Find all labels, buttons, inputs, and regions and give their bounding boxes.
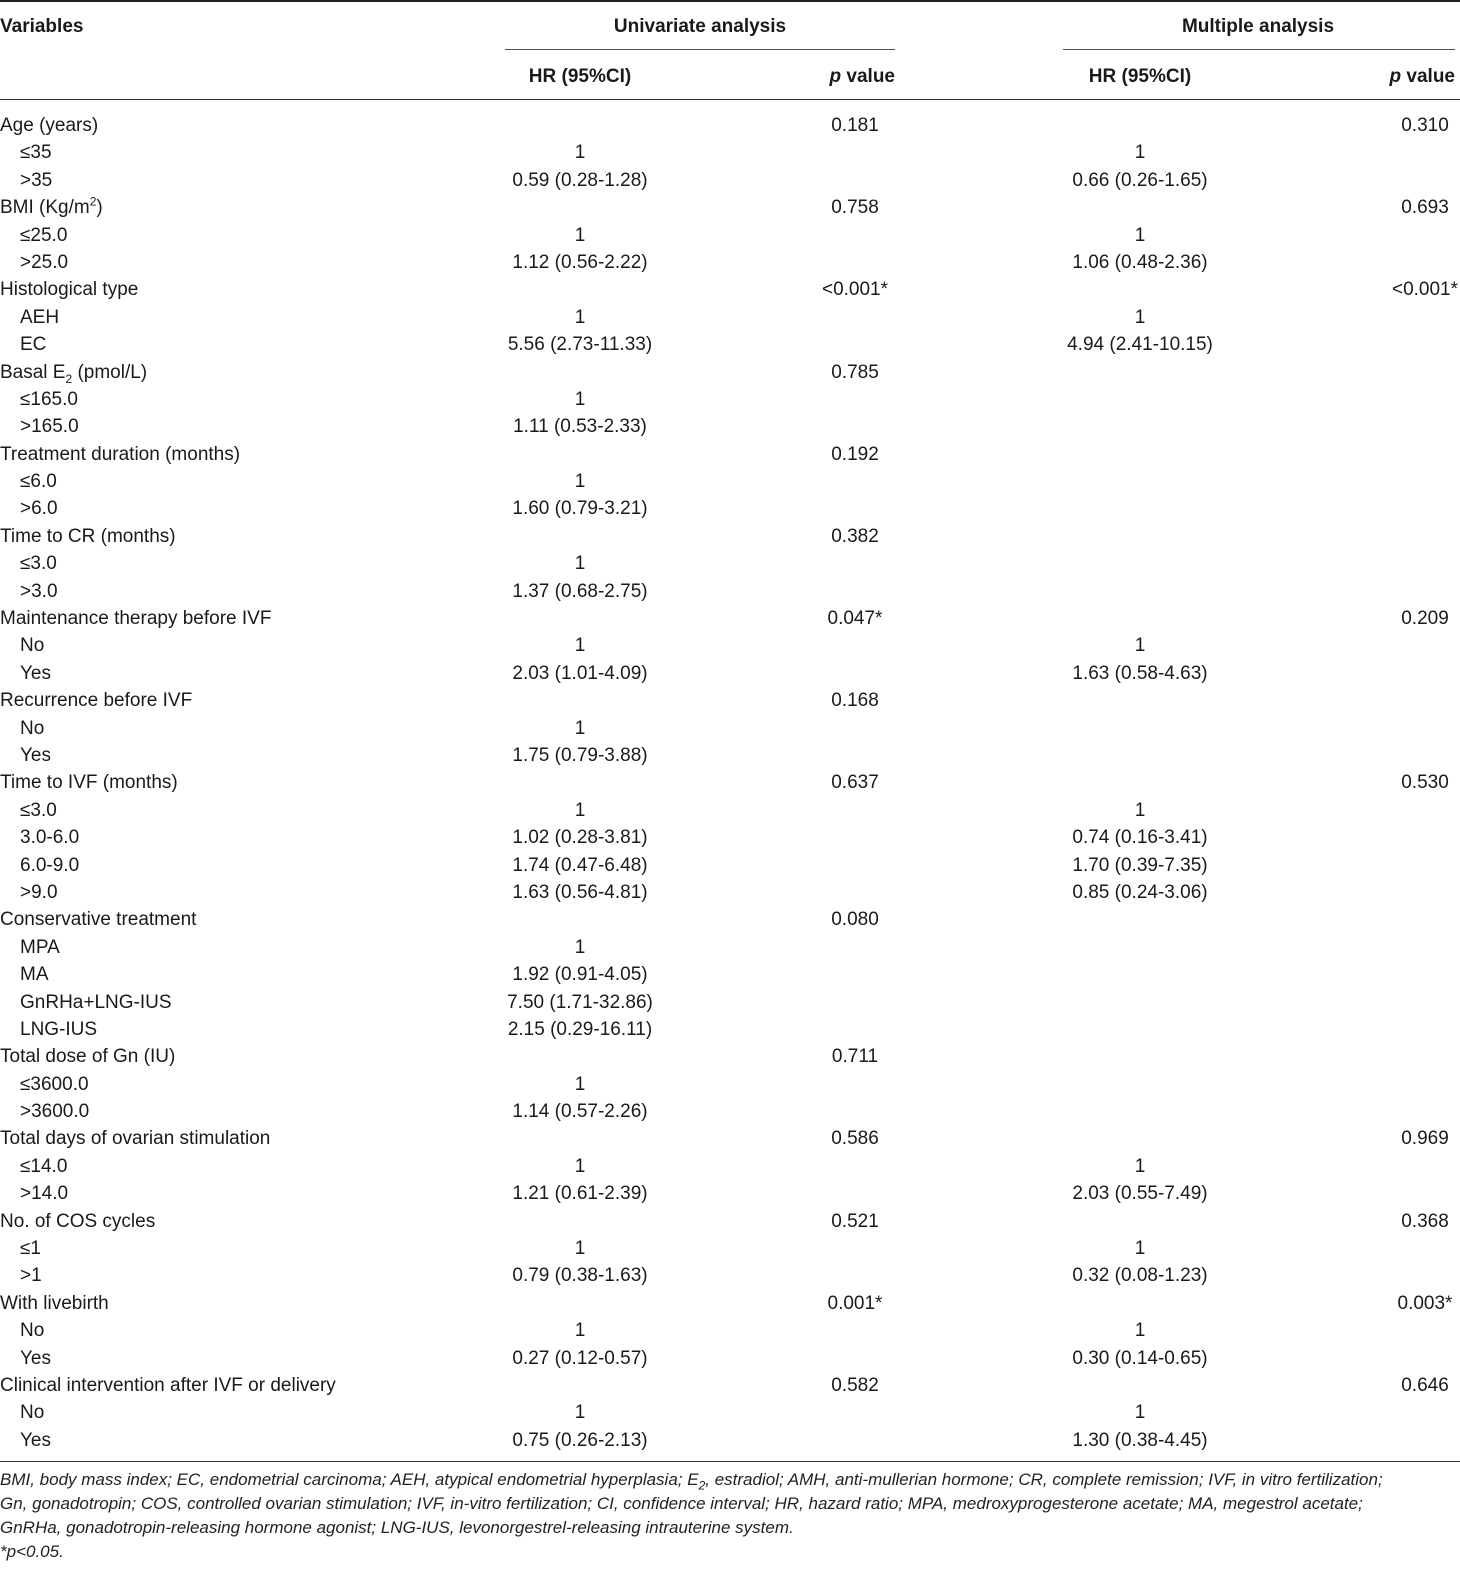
hr-univariate-cell: 1.63 (0.56-4.81) (512, 881, 648, 903)
p-multiple-cell: 0.368 (1401, 1210, 1449, 1232)
hr-multiple-cell: 1 (1134, 142, 1146, 164)
p-multiple-cell: 0.530 (1401, 772, 1449, 794)
table-row (0, 934, 1460, 961)
footnote-line-3: GnRHa, gonadotropin-releasing hormone agonist; LNG-IUS, levonorgestrel-releasing intrauterine system. (0, 1518, 794, 1537)
p-multiple-cell: 0.310 (1401, 115, 1449, 136)
table-row (0, 989, 1460, 1016)
p-univariate-cell: <0.001* (821, 279, 889, 301)
table-row (0, 1399, 1460, 1426)
category-label: ≤3.0 (20, 799, 57, 821)
category-label: ≤1 (20, 1238, 41, 1260)
category-label: GnRHa+LNG-IUS (20, 991, 172, 1013)
hr-univariate-cell: 1.12 (0.56-2.22) (512, 251, 648, 273)
variable-label: Histological type (0, 279, 139, 301)
p-univariate-cell: 0.168 (831, 690, 879, 712)
hr-univariate-cell: 1 (574, 142, 586, 164)
category-label: >14.0 (20, 1183, 69, 1205)
table-row (0, 276, 1460, 303)
hr-univariate-cell: 1 (574, 1320, 586, 1342)
category-label: ≤165.0 (20, 388, 78, 410)
variable-label: Clinical intervention after IVF or delivery (0, 1374, 336, 1396)
p-univariate-cell: 0.382 (831, 525, 879, 547)
footnote-line-4: *p<0.05. (0, 1542, 64, 1561)
hr-multiple-cell: 1 (1134, 1155, 1146, 1177)
table-row (0, 249, 1460, 276)
category-label: >1 (20, 1265, 42, 1287)
hr-univariate-cell: 0.59 (0.28-1.28) (512, 169, 648, 191)
p-univariate-cell: 0.758 (831, 197, 879, 219)
table-row (0, 1427, 1460, 1454)
hr-univariate-cell: 1.02 (0.28-3.81) (512, 827, 648, 849)
variables-header: Variables (0, 16, 84, 37)
table-row (0, 1180, 1460, 1207)
table-row (0, 495, 1460, 522)
table-row (0, 550, 1460, 577)
p-value-header-univariate: p value (829, 66, 895, 87)
hr-multiple-cell: 0.32 (0.08-1.23) (1072, 1265, 1208, 1287)
multiple-header: Multiple analysis (1181, 16, 1335, 37)
p-univariate-cell: 0.001* (827, 1292, 883, 1314)
table-row (0, 304, 1460, 331)
category-label: 6.0-9.0 (20, 854, 80, 876)
hr-univariate-cell: 1.21 (0.61-2.39) (512, 1183, 648, 1205)
category-label: ≤35 (20, 142, 52, 164)
table-row (0, 961, 1460, 988)
table-row (0, 660, 1460, 687)
p-multiple-cell: 0.693 (1401, 197, 1449, 219)
category-label: Yes (20, 1347, 51, 1369)
p-univariate-cell: 0.582 (831, 1374, 879, 1396)
hr-univariate-cell: 1 (574, 1402, 586, 1424)
hr-multiple-cell: 4.94 (2.41-10.15) (1067, 334, 1213, 356)
variable-label: Total days of ovarian stimulation (0, 1128, 271, 1150)
variable-label: Recurrence before IVF (0, 690, 193, 712)
category-label: MPA (20, 936, 60, 958)
table-row (0, 1235, 1460, 1262)
category-label: ≤14.0 (20, 1155, 68, 1177)
hr-univariate-cell: 1 (574, 553, 586, 575)
p-univariate-cell: 0.637 (831, 772, 879, 794)
table-row (0, 605, 1460, 632)
hr-univariate-cell: 1 (574, 936, 586, 958)
table-row (0, 1153, 1460, 1180)
table-row (0, 222, 1460, 249)
p-univariate-cell: 0.080 (831, 909, 879, 931)
hr-ci-header-multiple: HR (95%CI) (1088, 66, 1192, 87)
hr-multiple-cell: 1.70 (0.39-7.35) (1072, 854, 1208, 876)
hr-univariate-cell: 5.56 (2.73-11.33) (507, 334, 653, 356)
variable-label: BMI $(Kg/m^2)$ (0, 194, 103, 219)
table-row (0, 1016, 1460, 1043)
hr-univariate-cell: 1 (574, 1073, 586, 1095)
table-row (0, 906, 1460, 933)
category-label: >9.0 (20, 881, 58, 903)
hr-univariate-cell: 1 (574, 1238, 586, 1260)
hr-multiple-cell: 1 (1134, 306, 1146, 328)
hr-multiple-cell: 1 (1134, 1402, 1146, 1424)
table-row (0, 194, 1460, 221)
hr-univariate-cell: 2.15 (0.29-16.11) (507, 1018, 653, 1040)
variable-label: Time to IVF (months) (0, 772, 178, 794)
hr-multiple-cell: 1 (1134, 1320, 1146, 1342)
footnote-line-2: Gn, gonadotropin; COS, controlled ovarian stimulation; IVF, in-vitro fertilization; CI, confidence interval; HR, hazard ratio; MPA, medroxyprogesterone acetate; MA, megestrol acetate; (0, 1494, 1363, 1513)
hr-univariate-cell: 1.37 (0.68-2.75) (512, 580, 648, 602)
hr-univariate-cell: 0.79 (0.38-1.63) (512, 1265, 648, 1287)
variable-label: Time to CR (months) (0, 525, 176, 547)
table-row (0, 139, 1460, 166)
hr-multiple-cell: 1.63 (0.58-4.63) (1072, 662, 1208, 684)
table-row (0, 687, 1460, 714)
hr-multiple-cell: 2.03 (0.55-7.49) (1072, 1183, 1208, 1205)
category-label: Yes (20, 1429, 51, 1451)
hr-univariate-cell: 0.27 (0.12-0.57) (512, 1347, 648, 1369)
p-univariate-cell: 0.521 (831, 1210, 879, 1232)
hr-univariate-cell: 1.14 (0.57-2.26) (512, 1101, 648, 1123)
category-label: >165.0 (20, 416, 79, 438)
category-label: ≤3.0 (20, 553, 57, 575)
p-univariate-cell: 0.785 (831, 361, 879, 383)
table-row (0, 632, 1460, 659)
hr-univariate-cell: 1.75 (0.79-3.88) (512, 744, 648, 766)
hr-univariate-cell: 1.11 (0.53-2.33) (513, 416, 647, 438)
table-row (0, 167, 1460, 194)
table-row (0, 1262, 1460, 1289)
table-row (0, 742, 1460, 769)
hr-univariate-cell: 1 (574, 799, 586, 821)
hr-univariate-cell: 1 (574, 717, 586, 739)
table-row (0, 879, 1460, 906)
hr-univariate-cell: 1.60 (0.79-3.21) (512, 498, 648, 520)
p-univariate-cell: 0.192 (831, 443, 879, 465)
hr-univariate-cell: 1 (574, 635, 586, 657)
category-label: >3600.0 (20, 1101, 90, 1123)
variable-label: Treatment duration (months) (0, 443, 241, 465)
category-label: >6.0 (20, 498, 58, 520)
hr-multiple-cell: 1 (1134, 224, 1146, 246)
footnote-line-1: BMI, body mass index; EC, endometrial carcinoma; AEH, atypical endometrial hyperplasia; $E_2$, estradiol; AMH, anti-mullerian hormone; CR, complete remission; IVF, in vitro fertilization; (0, 1470, 1383, 1493)
univariate-header: Univariate analysis (613, 16, 787, 37)
table-row (0, 824, 1460, 851)
category-label: AEH (20, 306, 60, 328)
table-row (0, 797, 1460, 824)
table-row (0, 112, 1460, 139)
p-univariate-cell: 0.047* (827, 608, 883, 630)
footnote (0, 1468, 1460, 1564)
hr-multiple-cell: 1 (1134, 1238, 1146, 1260)
table-row (0, 386, 1460, 413)
variable-label: With livebirth (0, 1292, 109, 1314)
hr-univariate-cell: 1 (574, 1155, 586, 1177)
hr-multiple-cell: 1.30 (0.38-4.45) (1072, 1429, 1208, 1451)
table-row (0, 413, 1460, 440)
hr-univariate-cell: 1 (574, 224, 586, 246)
p-multiple-cell: 0.969 (1401, 1128, 1449, 1150)
variable-label: No. of COS cycles (0, 1210, 156, 1232)
hr-multiple-cell: 0.74 (0.16-3.41) (1072, 827, 1208, 849)
table-row (0, 852, 1460, 879)
hr-multiple-cell: 0.30 (0.14-0.65) (1072, 1347, 1208, 1369)
p-multiple-cell: 0.003* (1397, 1292, 1453, 1314)
category-label: LNG-IUS (20, 1018, 98, 1040)
p-univariate-cell: 0.711 (831, 1046, 879, 1068)
variable-label: Basal $E_2$ (pmol/L) (0, 361, 148, 386)
table-body (0, 112, 1460, 1454)
p-value-header-multiple: p value (1389, 66, 1455, 87)
variable-label: Maintenance therapy before IVF (0, 608, 272, 630)
category-label: >25.0 (20, 251, 69, 273)
hr-univariate-cell: 1.92 (0.91-4.05) (512, 964, 648, 986)
hr-univariate-cell: 2.03 (1.01-4.09) (512, 662, 648, 684)
category-label: ≤3600.0 (20, 1073, 89, 1095)
category-label: No (20, 1320, 45, 1342)
category-label: ≤6.0 (20, 471, 57, 493)
hr-multiple-cell: 1.06 (0.48-2.36) (1072, 251, 1208, 273)
table-row (0, 769, 1460, 796)
bottom-rule (0, 1461, 1460, 1462)
hr-univariate-cell: 1.74 (0.47-6.48) (512, 854, 648, 876)
p-multiple-cell: 0.209 (1401, 608, 1449, 630)
category-label: MA (20, 964, 49, 986)
multiple-underline (1063, 49, 1455, 50)
category-label: No (20, 1402, 45, 1424)
p-multiple-cell: <0.001* (1391, 279, 1459, 301)
category-label: 3.0-6.0 (20, 827, 80, 849)
hr-univariate-cell: 1 (574, 306, 586, 328)
hr-univariate-cell: 7.50 (1.71-32.86) (507, 991, 653, 1013)
table-row (0, 1208, 1460, 1235)
table-row (0, 1345, 1460, 1372)
table-row (0, 1317, 1460, 1344)
univariate-underline (505, 49, 895, 50)
table-row (0, 441, 1460, 468)
category-label: >35 (20, 169, 53, 191)
category-label: No (20, 635, 45, 657)
table-row (0, 1125, 1460, 1152)
hr-multiple-cell: 1 (1134, 635, 1146, 657)
hr-univariate-cell: 1 (574, 388, 586, 410)
category-label: Yes (20, 744, 51, 766)
hr-univariate-cell: 1 (574, 471, 586, 493)
hr-univariate-cell: 0.75 (0.26-2.13) (512, 1429, 648, 1451)
top-rule (0, 0, 1460, 2)
hr-multiple-cell: 0.66 (0.26-1.65) (1072, 169, 1208, 191)
p-univariate-cell: 0.586 (831, 1128, 879, 1150)
table-row (0, 715, 1460, 742)
table-row (0, 468, 1460, 495)
variable-label: Age (years) (0, 115, 99, 136)
category-label: Yes (20, 662, 51, 684)
table-row (0, 331, 1460, 358)
p-univariate-cell: 0.181 (831, 115, 879, 136)
variable-label: Total dose of Gn (IU) (0, 1046, 176, 1068)
table-row (0, 1098, 1460, 1125)
variable-label: Conservative treatment (0, 909, 197, 931)
table-row (0, 523, 1460, 550)
table-row (0, 359, 1460, 386)
category-label: >3.0 (20, 580, 58, 602)
header-rule (0, 99, 1460, 100)
p-multiple-cell: 0.646 (1401, 1374, 1449, 1396)
table-row (0, 1290, 1460, 1317)
hr-ci-header-univariate: HR (95%CI) (528, 66, 632, 87)
table-row (0, 1071, 1460, 1098)
category-label: EC (20, 334, 47, 356)
hr-multiple-cell: 1 (1134, 799, 1146, 821)
table-row (0, 1043, 1460, 1070)
hr-multiple-cell: 0.85 (0.24-3.06) (1072, 881, 1208, 903)
table-row (0, 1372, 1460, 1399)
category-label: No (20, 717, 45, 739)
category-label: ≤25.0 (20, 224, 68, 246)
table-row (0, 578, 1460, 605)
